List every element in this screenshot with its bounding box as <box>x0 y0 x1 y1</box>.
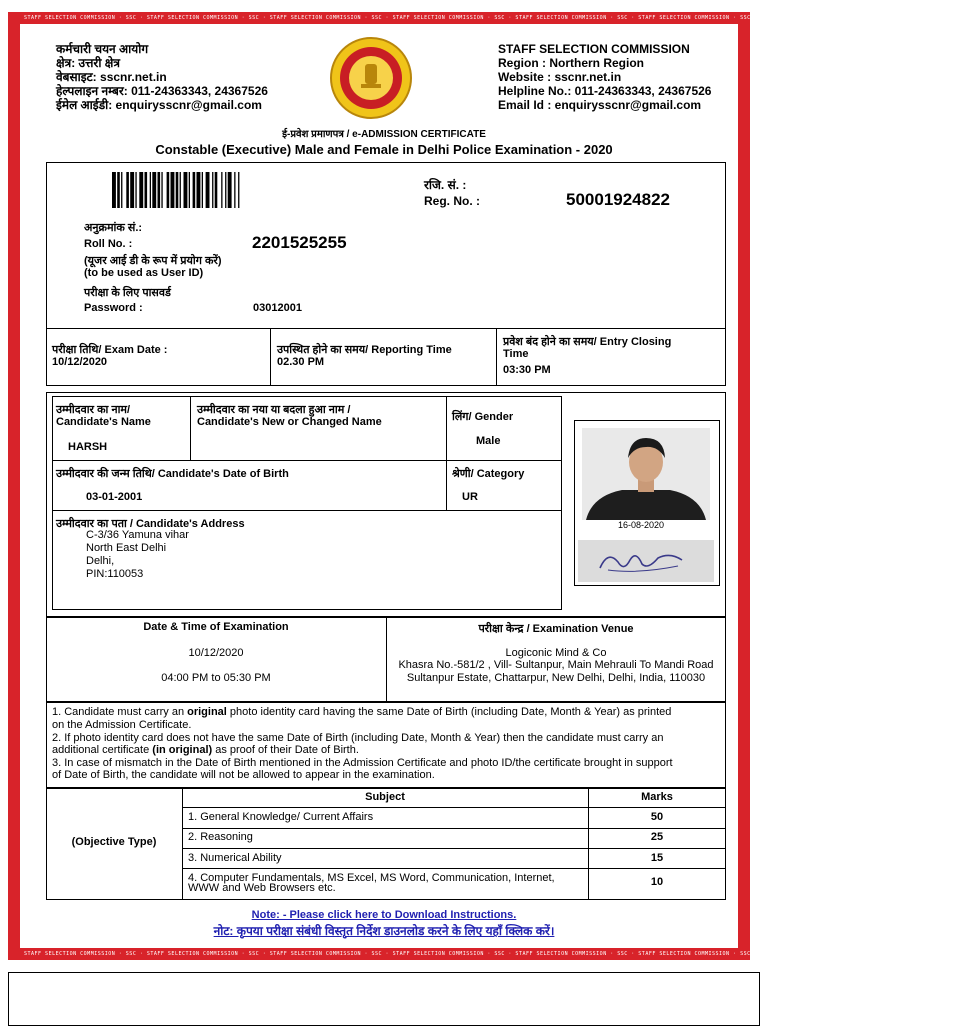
marks-row-1: 50 <box>650 811 664 823</box>
download-instructions-link-hindi[interactable]: नोट: कृपया परीक्षा संबंधी विस्तृत निर्देश डाउनलोड करने के लिए यहाँ क्लिक करें। <box>213 924 555 938</box>
email-hindi: ईमेल आईडी: enquirysscnr@gmail.com <box>56 98 262 112</box>
password-value: 03012001 <box>253 302 302 314</box>
exam-date: 10/12/2020 <box>188 647 244 659</box>
subject-row-4-line-1: 4. Computer Fundamentals, MS Excel, MS Word, Communication, Internet, <box>188 872 555 884</box>
address-line-4: PIN:110053 <box>86 568 144 580</box>
barcode-bar <box>167 172 170 208</box>
barcode-bar <box>145 172 148 208</box>
instruction-3-line-2: of Date of Birth, the candidate will not be allowed to appear in the examination. <box>52 769 435 781</box>
candidate-signature <box>578 540 714 582</box>
barcode-bar <box>150 172 151 208</box>
barcode <box>110 172 350 208</box>
exam-title: Constable (Executive) Male and Female in Delhi Police Examination - 2020 <box>155 142 613 157</box>
schedule-sep-2 <box>496 328 497 386</box>
dob-row-divider <box>52 510 562 511</box>
subjects-row-divider-2 <box>182 848 726 849</box>
category-value: UR <box>462 491 478 503</box>
helpline-hindi: हेल्पलाइन नम्बर: 011-24363343, 24367526 <box>56 84 268 98</box>
address-line-1: C-3/36 Yamuna vihar <box>86 529 189 541</box>
subject-row-3: 3. Numerical Ability <box>188 852 282 864</box>
reg-label-english: Reg. No. : <box>424 194 480 208</box>
barcode-bar <box>206 172 210 208</box>
instruction-2-line-2: additional certificate (in original) as proof of their Date of Birth. <box>52 744 359 756</box>
website-hindi: वेबसाइट: sscnr.net.in <box>56 70 167 84</box>
new-name-label-english: Candidate's New or Changed Name <box>197 416 382 428</box>
entry-closing-label-2: Time <box>503 348 529 360</box>
schedule-sep-1 <box>270 328 271 386</box>
barcode-bar <box>221 172 222 208</box>
userid-note-hindi: (यूजर आई डी के रूप में प्रयोग करें) <box>84 255 222 267</box>
marks-row-3: 15 <box>650 852 664 864</box>
marks-row-2: 25 <box>650 831 664 843</box>
security-microtext-bottom: STAFF SELECTION COMMISSION · SSC · STAFF SELECTION COMMISSION · SSC · STAFF SELECTION COMMISSION · SSC · STAFF SELECTION COMMISSION · SSC · STAFF SELECTION COMMISSION · SSC · STAFF SELECTION COMMISSION · SSC · STAFF SELECTION COMMISSION · SSC · STAFF SELECTION COMMISSION <box>24 951 975 957</box>
download-instructions-link[interactable]: Note: - Please click here to Download Instructions. <box>251 909 517 921</box>
address-line-3: Delhi, <box>86 555 115 567</box>
userid-note-english: (to be used as User ID) <box>84 267 204 279</box>
roll-label-english: Roll No. : <box>84 238 133 250</box>
barcode-bar <box>180 172 181 208</box>
email-english: Email Id : enquirysscnr@gmail.com <box>498 98 702 112</box>
subject-row-1: 1. General Knowledge/ Current Affairs <box>188 811 374 823</box>
barcode-bar <box>184 172 188 208</box>
barcode-bar <box>161 172 162 208</box>
venue-address-2: Sultanpur Estate, Chattarpur, New Delhi, Delhi, India, 110030 <box>406 672 706 684</box>
exam-datetime-label: Date & Time of Examination <box>143 621 289 633</box>
barcode-bar <box>212 172 213 208</box>
region-english: Region : Northern Region <box>498 56 644 70</box>
instruction-1-line-1: 1. Candidate must carry an original photo identity card having the same Date of Birth (including Date, Month & Year) as printed <box>52 706 672 718</box>
photo-date: 16-08-2020 <box>618 520 665 530</box>
exam-date-label: परीक्षा तिथि/ Exam Date : <box>52 344 168 356</box>
dob-value: 03-01-2001 <box>86 491 143 503</box>
barcode-bar <box>135 172 136 208</box>
barcode-bar <box>193 172 196 208</box>
venue-name: Logiconic Mind & Co <box>505 647 607 659</box>
certificate-label: ई-प्रवेश प्रमाणपत्र / e-ADMISSION CERTIFICATE <box>282 129 486 140</box>
venue-address-1: Khasra No.-581/2 , Vill- Sultanpur, Main Mehrauli To Mandi Road <box>398 659 714 671</box>
barcode-bar <box>202 172 203 208</box>
helpline-english: Helpline No.: 011-24363343, 24367526 <box>498 84 712 98</box>
candidate-name: HARSH <box>68 441 108 453</box>
barcode-bar <box>126 172 129 208</box>
address-label: उम्मीदवार का पता / Candidate's Address <box>56 518 245 530</box>
gender-label: लिंग/ Gender <box>452 411 514 423</box>
subject-row-2: 2. Reasoning <box>188 831 253 843</box>
barcode-bar <box>238 172 239 208</box>
bottom-empty-box <box>8 972 760 1026</box>
reg-label-hindi: रजि. सं. : <box>424 178 467 192</box>
ssc-emblem-logo <box>326 36 416 120</box>
barcode-bar <box>176 172 179 208</box>
org-name-hindi: कर्मचारी चयन आयोग <box>56 42 149 56</box>
new-name-label-hindi: उम्मीदवार का नया या बदला हुआ नाम / <box>197 404 351 416</box>
security-microtext-top: STAFF SELECTION COMMISSION · SSC · STAFF SELECTION COMMISSION · SSC · STAFF SELECTION COMMISSION · SSC · STAFF SELECTION COMMISSION · SSC · STAFF SELECTION COMMISSION · SSC · STAFF SELECTION COMMISSION · SSC · STAFF SELECTION COMMISSION · SSC · STAFF SELECTION COMMISSION <box>24 15 975 21</box>
reg-number: 50001924822 <box>566 190 671 209</box>
name-sep <box>190 396 191 460</box>
barcode-bar <box>225 172 226 208</box>
instruction-2-line-1: 2. If photo identity card does not have the same Date of Birth (including Date, Month & Year) then the candidate must carry an <box>52 732 664 744</box>
barcode-bar <box>234 172 235 208</box>
name-label-english: Candidate's Name <box>56 416 151 428</box>
barcode-bar <box>215 172 218 208</box>
barcode-bar <box>117 172 120 208</box>
gender-value: Male <box>476 435 501 447</box>
roll-number: 2201525255 <box>252 233 347 252</box>
subjects-header-divider <box>182 807 726 808</box>
marks-header: Marks <box>641 791 673 803</box>
entry-closing-label: प्रवेश बंद होने का समय/ Entry Closing <box>503 336 672 348</box>
name-row-divider <box>52 460 562 461</box>
instruction-1-line-2: on the Admission Certificate. <box>52 719 192 731</box>
org-name-english: STAFF SELECTION COMMISSION <box>498 42 690 56</box>
entry-closing-value: 03:30 PM <box>503 364 551 376</box>
barcode-bar <box>130 172 134 208</box>
barcode-bar <box>152 172 156 208</box>
barcode-bar <box>228 172 232 208</box>
barcode-bar <box>189 172 190 208</box>
reporting-time-label: उपस्थित होने का समय/ Reporting Time <box>277 344 452 356</box>
subjects-row-divider-1 <box>182 828 726 829</box>
exam-time: 04:00 PM to 05:30 PM <box>161 672 271 684</box>
candidate-photo <box>582 428 710 520</box>
name-label-hindi: उम्मीदवार का नाम/ <box>56 404 131 416</box>
password-label-english: Password : <box>84 302 143 314</box>
barcode-bar <box>121 172 122 208</box>
subjects-sep-type <box>182 788 183 900</box>
dob-label: उम्मीदवार की जन्म तिथि/ Candidate's Date of Birth <box>56 468 289 480</box>
exam-date-value: 10/12/2020 <box>52 356 108 368</box>
marks-row-4: 10 <box>650 876 664 888</box>
schedule-divider <box>46 328 726 329</box>
subject-header: Subject <box>365 791 405 803</box>
reporting-time-value: 02.30 PM <box>277 356 325 368</box>
address-line-2: North East Delhi <box>86 542 167 554</box>
subjects-row-divider-3 <box>182 868 726 869</box>
objective-type-label: (Objective Type) <box>71 836 157 848</box>
password-label-hindi: परीक्षा के लिए पासवर्ड <box>84 287 171 299</box>
roll-label-hindi: अनुक्रमांक सं.: <box>84 222 143 234</box>
barcode-bar <box>112 172 116 208</box>
category-label: श्रेणी/ Category <box>452 468 525 480</box>
exam-venue-label: परीक्षा केन्द्र / Examination Venue <box>478 623 634 635</box>
instruction-3-line-1: 3. In case of mismatch in the Date of Birth mentioned in the Admission Certificate and photo ID/the certificate brought in support <box>52 757 673 769</box>
gender-sep <box>446 396 447 510</box>
barcode-bar <box>197 172 201 208</box>
website-english: Website : sscnr.net.in <box>498 70 622 84</box>
barcode-bar <box>171 172 175 208</box>
barcode-bar <box>139 172 143 208</box>
subject-row-4-line-2: WWW and Web Browsers etc. <box>188 882 336 894</box>
region-hindi: क्षेत्र: उत्तरी क्षेत्र <box>56 56 121 70</box>
barcode-bar <box>158 172 161 208</box>
